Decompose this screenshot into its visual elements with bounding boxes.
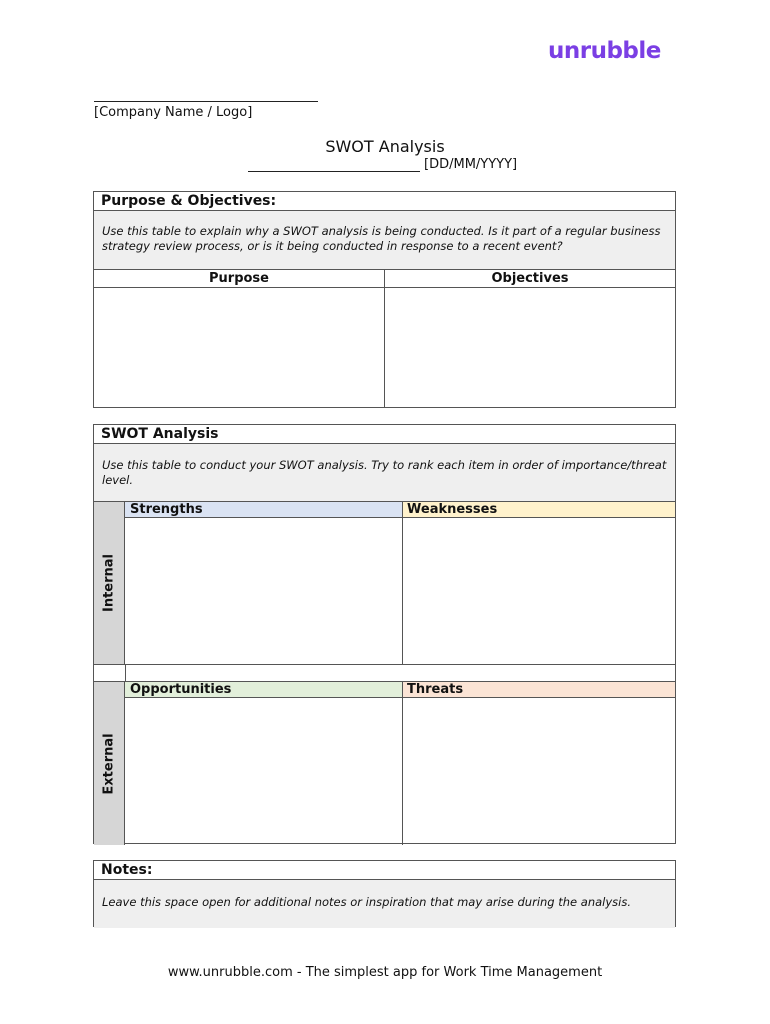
external-side-label: [94, 682, 125, 845]
date-line: [248, 171, 420, 172]
swot-description: Use this table to conduct your SWOT analysis. Try to rank each item in order of importance/threat level.: [94, 444, 675, 502]
opportunities-header: Opportunities: [125, 682, 402, 698]
purpose-column-header: Purpose: [94, 270, 385, 287]
document-title: SWOT Analysis: [325, 137, 445, 156]
divider-line: [94, 664, 675, 665]
date-label: [DD/MM/YYYY]: [424, 157, 518, 172]
company-name-label: [Company Name / Logo]: [94, 105, 253, 120]
swot-heading: SWOT Analysis: [94, 425, 675, 444]
internal-label: Internal: [101, 553, 117, 613]
weaknesses-header: Weaknesses: [402, 502, 675, 518]
threats-cell[interactable]: [403, 699, 675, 844]
swot-analysis-table: [93, 424, 676, 844]
purpose-objectives-column-headers: [94, 270, 675, 288]
divider-line: [125, 664, 126, 682]
external-label: External: [101, 732, 117, 795]
notes-description[interactable]: Leave this space open for additional notes or inspiration that may arise during the analysis.: [94, 880, 675, 928]
weaknesses-cell[interactable]: [403, 519, 675, 663]
purpose-objectives-table: [93, 191, 676, 408]
footer-text: www.unrubble.com - The simplest app for Work Time Management: [167, 965, 603, 980]
swot-grid: [94, 502, 675, 845]
company-name-line: [94, 101, 318, 102]
opportunities-cell[interactable]: [126, 699, 401, 844]
purpose-objectives-body: [94, 288, 675, 408]
strengths-cell[interactable]: [126, 519, 401, 663]
objectives-column-header: Objectives: [491, 271, 569, 286]
purpose-objectives-heading: Purpose & Objectives:: [94, 192, 675, 211]
threats-header: Threats: [402, 682, 675, 698]
purpose-cell[interactable]: [94, 288, 385, 408]
notes-table: [93, 860, 676, 927]
purpose-objectives-description: Use this table to explain why a SWOT analysis is being conducted. Is it part of a regular business strategy review process, or is it being conducted in response to a recent event?: [94, 211, 675, 270]
unrubble-logo: unrubble: [548, 38, 661, 64]
strengths-header: Strengths: [125, 502, 402, 518]
notes-heading: Notes:: [94, 861, 675, 880]
internal-side-label: [94, 502, 125, 664]
objectives-cell[interactable]: [385, 288, 675, 408]
